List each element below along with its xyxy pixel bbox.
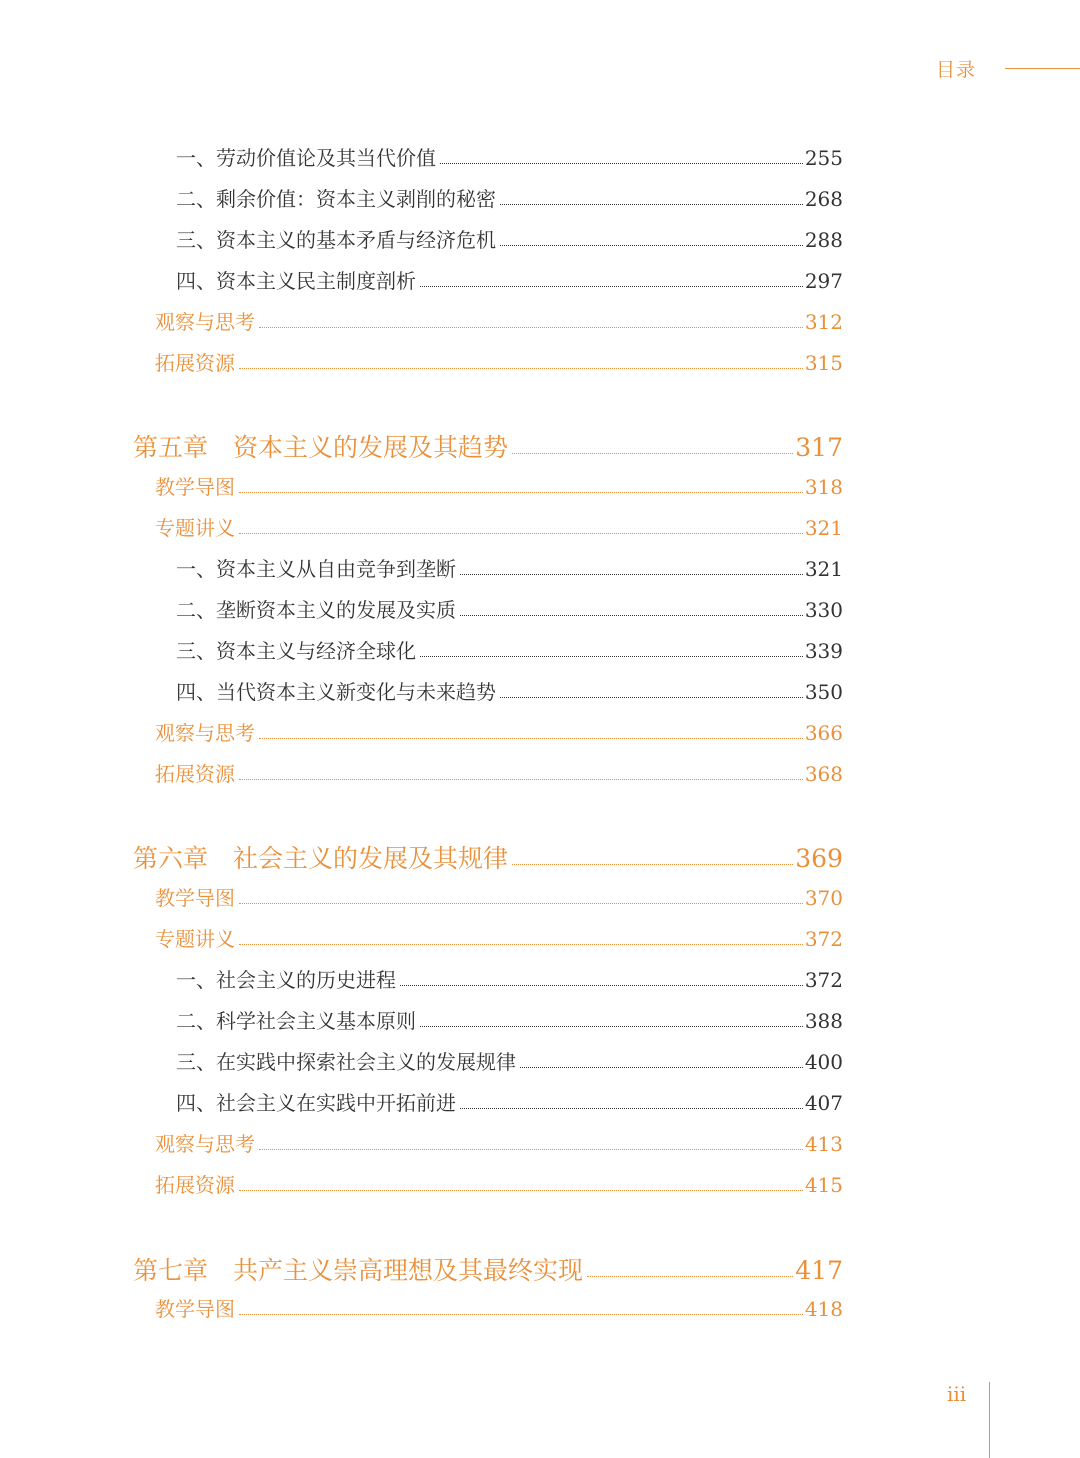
dot-leader: [512, 453, 793, 454]
toc-entry-title: 二、科学社会主义基本原则: [176, 1009, 416, 1033]
toc-subsection-entry[interactable]: [176, 142, 843, 171]
toc-entry-title: 拓展资源: [155, 1173, 235, 1197]
toc-entry-page-number: 366: [804, 721, 843, 745]
toc-section-entry[interactable]: [155, 1128, 843, 1157]
toc-entry-title: 三、资本主义与经济全球化: [176, 639, 416, 663]
toc-entry-title: 观察与思考: [155, 1132, 255, 1156]
toc-entry-title: 拓展资源: [155, 762, 235, 786]
toc-entry-title: 二、剩余价值：资本主义剥削的秘密: [176, 187, 496, 211]
dot-leader: [239, 533, 803, 534]
toc-entry-page-number: 312: [804, 310, 843, 334]
toc-section-entry[interactable]: [155, 882, 843, 911]
dot-leader: [500, 245, 803, 246]
dot-leader: [500, 697, 803, 698]
toc-section-entry[interactable]: [155, 347, 843, 376]
toc-subsection-entry[interactable]: [176, 265, 843, 294]
toc-entry-title: 第五章 资本主义的发展及其趋势: [133, 433, 509, 462]
dot-leader: [440, 163, 803, 164]
toc-entry-title: 三、资本主义的基本矛盾与经济危机: [176, 228, 496, 252]
toc-entry-title: 一、劳动价值论及其当代价值: [176, 146, 436, 170]
dot-leader: [460, 574, 803, 575]
toc-entry-title: 教学导图: [155, 475, 235, 499]
dot-leader: [420, 1026, 803, 1027]
dot-leader: [420, 286, 803, 287]
toc-subsection-entry[interactable]: [176, 183, 843, 212]
toc-entry-title: 三、在实践中探索社会主义的发展规律: [176, 1050, 516, 1074]
page-number: iii: [947, 1382, 967, 1406]
toc-subsection-entry[interactable]: [176, 594, 843, 623]
dot-leader: [239, 368, 803, 369]
toc-subsection-entry[interactable]: [176, 224, 843, 253]
toc-entry-page-number: 321: [804, 557, 843, 581]
toc-section-entry[interactable]: [155, 306, 843, 335]
toc-entry-page-number: 369: [795, 844, 843, 873]
dot-leader: [520, 1067, 803, 1068]
toc-entry-page-number: 321: [804, 516, 843, 540]
toc-entry-page-number: 400: [804, 1050, 843, 1074]
toc-entry-title: 观察与思考: [155, 310, 255, 334]
toc-entry-title: 一、资本主义从自由竞争到垄断: [176, 557, 456, 581]
toc-subsection-entry[interactable]: [176, 676, 843, 705]
running-header-title: 目录: [936, 59, 977, 81]
toc-entry-page-number: 370: [804, 886, 843, 910]
dot-leader: [239, 944, 803, 945]
toc-entry-title: 第六章 社会主义的发展及其规律: [133, 844, 509, 873]
toc-entry-title: 一、社会主义的历史进程: [176, 968, 396, 992]
dot-leader: [420, 656, 803, 657]
toc-entry-title: 教学导图: [155, 886, 235, 910]
toc-section-entry[interactable]: [155, 923, 843, 952]
toc-section-entry[interactable]: [155, 1293, 843, 1322]
toc-entry-page-number: 339: [804, 639, 843, 663]
toc-entry-page-number: 255: [804, 146, 843, 170]
dot-leader: [460, 1108, 803, 1109]
dot-leader: [259, 738, 803, 739]
toc-entry-page-number: 318: [804, 475, 843, 499]
toc-section-entry[interactable]: [155, 512, 843, 541]
toc-section-entry[interactable]: [155, 471, 843, 500]
toc-entry-page-number: 372: [804, 927, 843, 951]
toc-entry-page-number: 413: [804, 1132, 843, 1156]
toc-section-entry[interactable]: [155, 717, 843, 746]
header-rule: [1005, 68, 1080, 69]
toc-section-entry[interactable]: [155, 758, 843, 787]
dot-leader: [239, 903, 803, 904]
dot-leader: [512, 864, 793, 865]
dot-leader: [587, 1276, 793, 1277]
toc-entry-title: 专题讲义: [155, 927, 235, 951]
toc-entry-page-number: 407: [804, 1091, 843, 1115]
footer-rule: [989, 1382, 990, 1458]
dot-leader: [259, 327, 803, 328]
toc-subsection-entry[interactable]: [176, 964, 843, 993]
toc-entry-page-number: 372: [804, 968, 843, 992]
toc-entry-page-number: 317: [795, 433, 843, 462]
toc-chapter-entry[interactable]: [133, 839, 843, 875]
toc-entry-title: 四、当代资本主义新变化与未来趋势: [176, 680, 496, 704]
toc-entry-title: 四、社会主义在实践中开拓前进: [176, 1091, 456, 1115]
toc-entry-title: 拓展资源: [155, 351, 235, 375]
toc-entry-page-number: 388: [804, 1009, 843, 1033]
toc-entry-page-number: 288: [804, 228, 843, 252]
toc-entry-page-number: 350: [804, 680, 843, 704]
dot-leader: [239, 779, 803, 780]
toc-entry-page-number: 315: [804, 351, 843, 375]
dot-leader: [460, 615, 803, 616]
dot-leader: [239, 1314, 803, 1315]
toc-entry-page-number: 368: [804, 762, 843, 786]
dot-leader: [400, 985, 803, 986]
dot-leader: [259, 1149, 803, 1150]
toc-section-entry[interactable]: [155, 1169, 843, 1198]
toc-entry-title: 教学导图: [155, 1297, 235, 1321]
toc-entry-title: 四、资本主义民主制度剖析: [176, 269, 416, 293]
dot-leader: [239, 492, 803, 493]
dot-leader: [500, 204, 803, 205]
toc-entry-page-number: 297: [804, 269, 843, 293]
toc-chapter-entry[interactable]: [133, 428, 843, 464]
toc-subsection-entry[interactable]: [176, 1087, 843, 1116]
toc-entry-page-number: 418: [804, 1297, 843, 1321]
toc-subsection-entry[interactable]: [176, 1005, 843, 1034]
toc-chapter-entry[interactable]: [133, 1251, 843, 1287]
toc-subsection-entry[interactable]: [176, 1046, 843, 1075]
toc-entry-title: 第七章 共产主义崇高理想及其最终实现: [133, 1256, 584, 1285]
toc-subsection-entry[interactable]: [176, 553, 843, 582]
toc-entry-page-number: 417: [795, 1256, 843, 1285]
toc-entry-page-number: 415: [804, 1173, 843, 1197]
toc-entry-title: 观察与思考: [155, 721, 255, 745]
toc-entry-title: 二、垄断资本主义的发展及实质: [176, 598, 456, 622]
toc-entry-page-number: 268: [804, 187, 843, 211]
toc-entry-page-number: 330: [804, 598, 843, 622]
toc-subsection-entry[interactable]: [176, 635, 843, 664]
dot-leader: [239, 1190, 803, 1191]
toc-entry-title: 专题讲义: [155, 516, 235, 540]
